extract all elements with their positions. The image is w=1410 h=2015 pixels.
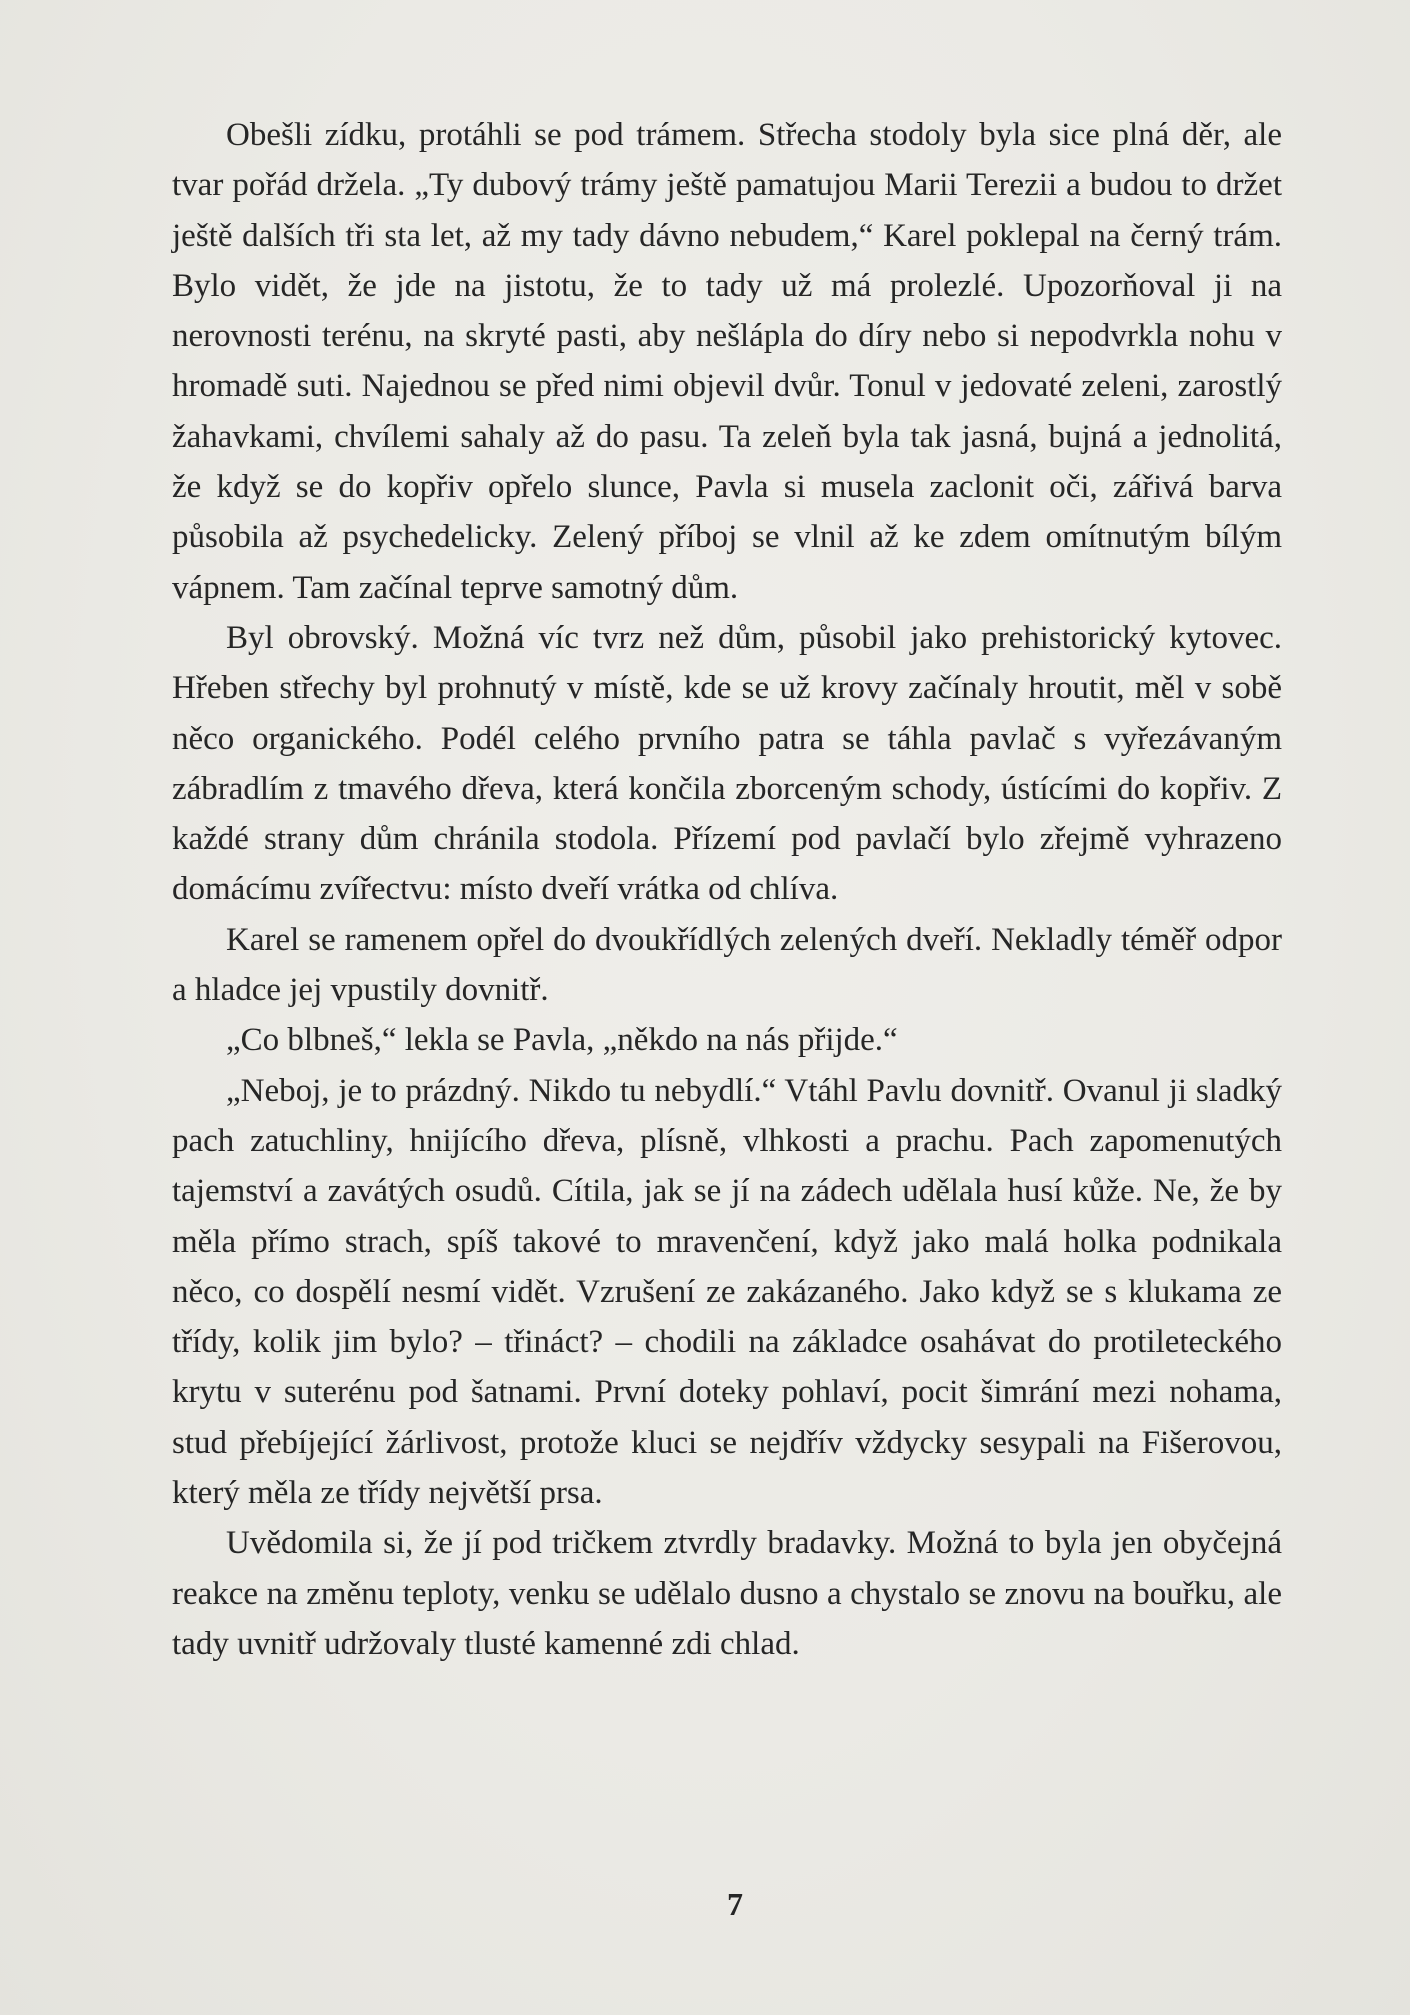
page-number: 7 [727, 1886, 743, 1922]
body-text [172, 110, 1282, 1669]
paragraph-2: Byl obrovský. Možná víc tvrz než dům, působil jako prehistorický kytovec. Hřeben střechy byl prohnutý v místě, kde se už krovy začínaly hroutit, měl v sobě něco organického. Podél celého prvního patra se táhla pavlač s vyřezávaným zábradlím z tmavého dřeva, která končila zborceným schody, ústícími do kopřiv. Z každé strany dům chránila stodola. Přízemí pod pavlačí bylo zřejmě vyhrazeno domácímu zvířectvu: místo dveří vrátka od chlíva. [172, 619, 1282, 908]
paragraph-1: Obešli zídku, protáhli se pod trámem. Střecha stodoly byla sice plná děr, ale tvar pořád držela. „Ty dubový trámy ještě pamatujou Marii Terezii a budou to držet ještě dalších tři sta let, až my tady dávno nebudem,“ Karel poklepal na černý trám. Bylo vidět, že jde na jistotu, že to tady už má prolezlé. Upozorňoval ji na nerovnosti terénu, na skryté pasti, aby nešlápla do díry nebo si nepodvrkla nohu v hromadě suti. Najednou se před nimi objevil dvůr. Tonul v jedovaté zeleni, zarostlý žahavkami, chvílemi sahaly až do pasu. Ta zeleň byla tak jasná, bujná a jednolitá, že když se do kopřiv opřelo slunce, Pavla si musela zaclonit oči, zářivá barva působila až psychedelicky. Zelený příboj se vlnil až ke zdem omítnutým bílým vápnem. Tam začínal teprve samotný dům. [172, 117, 1282, 606]
paragraph-3: Karel se ramenem opřel do dvoukřídlých zelených dveří. Nekladly téměř odpor a hladce jej vpustily dovnitř. [172, 921, 1282, 1009]
paragraph-4: „Co blbneš,“ lekla se Pavla, „někdo na nás přijde.“ [226, 1022, 898, 1059]
paragraph-6: Uvědomila si, že jí pod tričkem ztvrdly bradavky. Možná to byla jen obyčejná reakce na změnu teploty, venku se udělalo dusno a chystalo se znovu na bouřku, ale tady uvnitř udržovaly tlusté kamenné zdi chlad. [172, 1525, 1282, 1662]
paragraph-5: „Neboj, je to prázdný. Nikdo tu nebydlí.“ Vtáhl Pavlu dovnitř. Ovanul ji sladký pach zatuchliny, hnijícího dřeva, plísně, vlhkosti a prachu. Pach zapomenutých tajemství a zavátých osudů. Cítila, jak se jí na zádech udělala husí kůže. Ne, že by měla přímo strach, spíš takové to mravenčení, když jako malá holka podnikala něco, co dospělí nesmí vidět. Vzrušení ze zakázaného. Jako když se s klukama ze třídy, kolik jim bylo? – třináct? – chodili na základce osahávat do protileteckého krytu v suterénu pod šatnami. První doteky pohlaví, pocit šimrání mezi nohama, stud přebíjející žárlivost, protože kluci se nejdřív vždycky sesypali na Fišerovou, který měla ze třídy největší prsa. [172, 1072, 1282, 1512]
